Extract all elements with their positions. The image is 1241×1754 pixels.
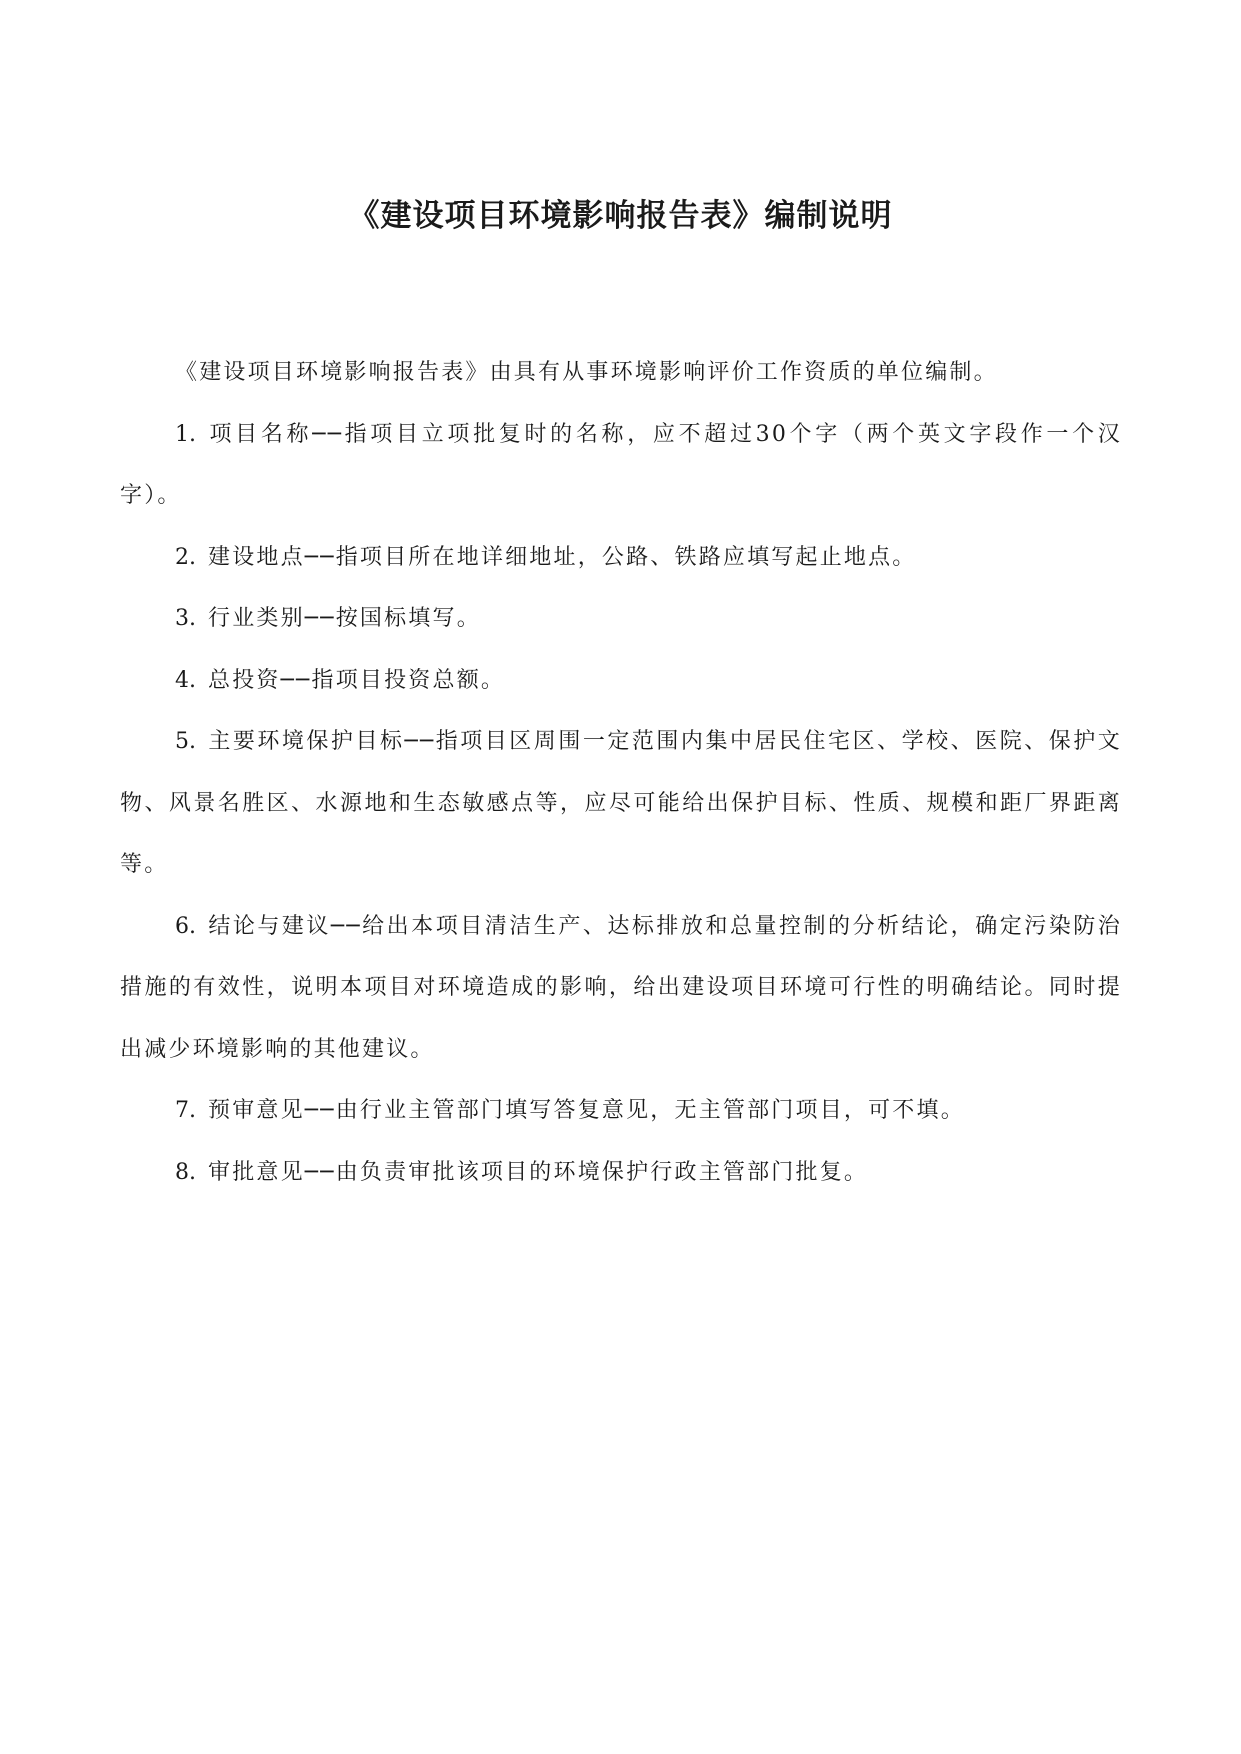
list-item	[120, 650, 1122, 712]
list-item-text: 主要环境保护目标──指项目区周围一定范围内集中居民住宅区、学校、医院、保护文物、风景名胜区、水源地和生态敏感点等，应尽可能给出保护目标、性质、规模和距厂界距离等。	[120, 729, 1122, 877]
list-item	[120, 404, 1122, 527]
document-body	[120, 342, 1122, 1203]
list-item	[120, 527, 1122, 589]
list-item	[120, 711, 1122, 896]
list-item-text: 建设地点──指项目所在地详细地址，公路、铁路应填写起止地点。	[208, 544, 917, 570]
list-item-number: 7.	[175, 1098, 196, 1123]
list-item-text: 总投资──指项目投资总额。	[208, 667, 506, 693]
list-item-text: 预审意见──由行业主管部门填写答复意见，无主管部门项目，可不填。	[208, 1098, 965, 1123]
list-item-number: 6.	[175, 913, 196, 939]
list-item-text: 审批意见──由负责审批该项目的环境保护行政主管部门批复。	[208, 1159, 869, 1185]
intro-paragraph: 《建设项目环境影响报告表》由具有从事环境影响评价工作资质的单位编制。	[175, 360, 998, 385]
list-item	[120, 896, 1122, 1081]
list-item-number: 1.	[175, 421, 196, 447]
list-item-number: 5.	[175, 729, 196, 754]
list-item	[120, 1142, 1122, 1204]
list-item-text: 行业类别──按国标填写。	[208, 606, 481, 631]
list-item	[120, 1080, 1122, 1142]
list-item-number: 4.	[175, 667, 196, 693]
page-title: 《建设项目环境影响报告表》编制说明	[348, 198, 893, 234]
list-item-text: 项目名称──指项目立项批复时的名称，应不超过30个字（两个英文字段作一个汉字）。	[120, 421, 1122, 508]
list-item	[120, 588, 1122, 650]
list-item-number: 8.	[175, 1159, 196, 1185]
list-item-text: 结论与建议──给出本项目清洁生产、达标排放和总量控制的分析结论，确定污染防治措施的有效性，说明本项目对环境造成的影响，给出建设项目环境可行性的明确结论。同时提出减少环境影响的其他建议。	[120, 913, 1122, 1062]
list-item-number: 2.	[175, 544, 196, 570]
list-item-number: 3.	[175, 606, 196, 631]
